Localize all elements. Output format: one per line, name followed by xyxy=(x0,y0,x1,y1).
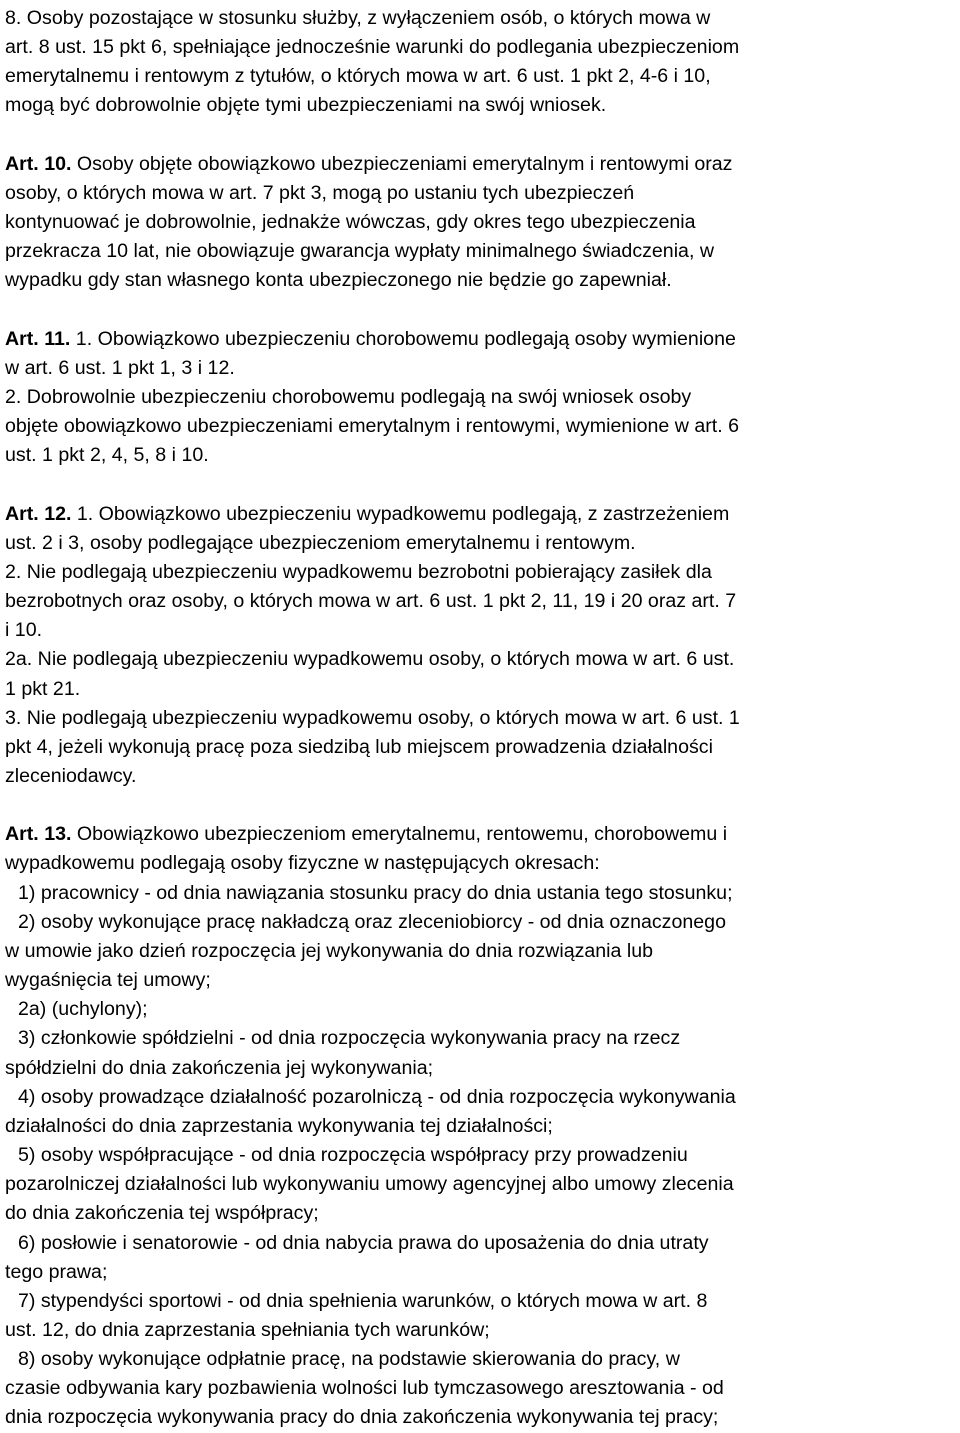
text-line: 3. Nie podlegają ubezpieczeniu wypadkowemu osoby, o których mowa w art. 6 ust. 1 xyxy=(5,706,740,729)
text-line: ust. 1 pkt 2, 4, 5, 8 i 10. xyxy=(5,444,209,467)
text-line: pozarolniczej działalności lub wykonywaniu umowy agencyjnej albo umowy zlecenia xyxy=(5,1173,734,1196)
article-text: Osoby objęte obowiązkowo ubezpieczeniami emerytalnym i rentowymi oraz xyxy=(71,152,733,175)
text-line: 1) pracownicy - od dnia nawiązania stosunku pracy do dnia ustania tego stosunku; xyxy=(18,881,733,904)
text-line: 6) posłowie i senatorowie - od dnia nabycia prawa do uposażenia do dnia utraty xyxy=(18,1231,709,1254)
list-item xyxy=(5,908,957,995)
text-line: 8) osoby wykonujące odpłatnie pracę, na podstawie skierowania do pracy, w xyxy=(18,1348,680,1371)
spacer xyxy=(5,121,957,150)
article-13 xyxy=(5,820,957,1432)
text-line: wygaśnięcia tej umowy; xyxy=(5,969,211,992)
text-line: kontynuować je dobrowolnie, jednakże wówczas, gdy okres tego ubezpieczenia xyxy=(5,211,696,234)
article-text: 1. Obowiązkowo ubezpieczeniu chorobowemu podlegają osoby wymienione xyxy=(70,327,736,350)
text-line: osoby, o których mowa w art. 7 pkt 3, mogą po ustaniu tych ubezpieczeń xyxy=(5,181,635,204)
text-line: objęte obowiązkowo ubezpieczeniami emerytalnym i rentowymi, wymienione w art. 6 xyxy=(5,415,740,438)
text-line: i 10. xyxy=(5,619,43,642)
list-item xyxy=(5,1141,957,1228)
text-line: 2. Nie podlegają ubezpieczeniu wypadkowemu bezrobotni pobierający zasiłek dla xyxy=(5,560,712,583)
text-line: 2. Dobrowolnie ubezpieczeniu chorobowemu podlegają na swój wniosek osoby xyxy=(5,386,692,408)
text-line: 1 pkt 21. xyxy=(5,677,81,700)
text-line: tego prawa; xyxy=(5,1260,108,1283)
text-line: mogą być dobrowolnie objęte tymi ubezpieczeniami na swój wniosek. xyxy=(5,94,607,117)
text-line: art. 8 ust. 15 pkt 6, spełniające jednocześnie warunki do podlegania ubezpieczeniom xyxy=(5,36,740,59)
text-line xyxy=(5,500,957,529)
text-line: bezrobotnych oraz osoby, o których mowa w art. 6 ust. 1 pkt 2, 11, 19 i 20 oraz art. 7 xyxy=(5,590,737,613)
list-item xyxy=(5,1345,957,1432)
text-line: wypadkowemu podlegają osoby fizyczne w następujących okresach: xyxy=(5,852,600,875)
text-line: 5) osoby współpracujące - od dnia rozpoczęcia współpracy przy prowadzeniu xyxy=(18,1144,688,1167)
article-number: Art. 11. xyxy=(5,327,71,350)
list-item xyxy=(5,1024,957,1082)
text-line: 7) stypendyści sportowi - od dnia spełnienia warunków, o których mowa w art. 8 xyxy=(18,1289,708,1312)
text-line: 2a) (uchylony); xyxy=(18,998,148,1021)
article-text: 1. Obowiązkowo ubezpieczeniu wypadkowemu podlegają, z zastrzeżeniem xyxy=(71,502,730,525)
text-line: przekracza 10 lat, nie obowiązuje gwarancja wypłaty minimalnego świadczenia, w xyxy=(5,240,714,263)
text-line: 8. Osoby pozostające w stosunku służby, z wyłączeniem osób, o których mowa w xyxy=(5,7,711,29)
text-line xyxy=(5,325,957,354)
article-text: Obowiązkowo ubezpieczeniom emerytalnemu, rentowemu, chorobowemu i xyxy=(71,823,728,846)
text-line xyxy=(5,150,957,179)
list-item xyxy=(5,1229,957,1287)
spacer xyxy=(5,296,957,325)
text-line: 2a. Nie podlegają ubezpieczeniu wypadkowemu osoby, o których mowa w art. 6 ust. xyxy=(5,648,735,671)
text-line: emerytalnemu i rentowym z tytułów, o których mowa w art. 6 ust. 1 pkt 2, 4-6 i 10, xyxy=(5,65,711,88)
text-line: dnia rozpoczęcia wykonywania pracy do dnia zakończenia wykonywania tej pracy; xyxy=(5,1406,719,1429)
text-line: 3) członkowie spółdzielni - od dnia rozpoczęcia wykonywania pracy na rzecz xyxy=(18,1027,681,1050)
text-line: czasie odbywania kary pozbawienia wolności lub tymczasowego aresztowania - od xyxy=(5,1377,724,1400)
text-line: 4) osoby prowadzące działalność pozarolniczą - od dnia rozpoczęcia wykonywania xyxy=(18,1085,736,1108)
text-line: wypadku gdy stan własnego konta ubezpieczonego nie będzie go zapewniał. xyxy=(5,269,672,292)
article-10 xyxy=(5,150,957,296)
paragraph-8 xyxy=(5,4,957,121)
text-line: pkt 4, jeżeli wykonują pracę poza siedzibą lub miejscem prowadzenia działalności xyxy=(5,735,713,758)
list-item xyxy=(5,1083,957,1141)
article-number: Art. 12. xyxy=(5,502,72,525)
text-line: w umowie jako dzień rozpoczęcia jej wykonywania do dnia rozwiązania lub xyxy=(5,939,654,962)
spacer xyxy=(5,791,957,820)
spacer xyxy=(5,470,957,499)
list-item xyxy=(5,995,957,1024)
text-line: spółdzielni do dnia zakończenia jej wykonywania; xyxy=(5,1056,434,1079)
text-line: działalności do dnia zaprzestania wykonywania tej działalności; xyxy=(5,1114,553,1137)
article-number: Art. 10. xyxy=(5,152,72,175)
list-item xyxy=(5,879,957,908)
text-line: zleceniodawcy. xyxy=(5,765,137,788)
article-12 xyxy=(5,500,957,792)
list-item xyxy=(5,1287,957,1345)
article-11 xyxy=(5,325,957,471)
document-page xyxy=(5,4,957,1433)
text-line: ust. 12, do dnia zaprzestania spełniania tych warunków; xyxy=(5,1318,490,1341)
text-line: w art. 6 ust. 1 pkt 1, 3 i 12. xyxy=(5,356,235,379)
text-line: 2) osoby wykonujące pracę nakładczą oraz zleceniobiorcy - od dnia oznaczonego xyxy=(18,910,726,933)
text-line: do dnia zakończenia tej współpracy; xyxy=(5,1202,319,1225)
text-line xyxy=(5,820,957,849)
article-number: Art. 13. xyxy=(5,823,72,846)
text-line: ust. 2 i 3, osoby podlegające ubezpieczeniom emerytalnemu i rentowym. xyxy=(5,531,636,554)
